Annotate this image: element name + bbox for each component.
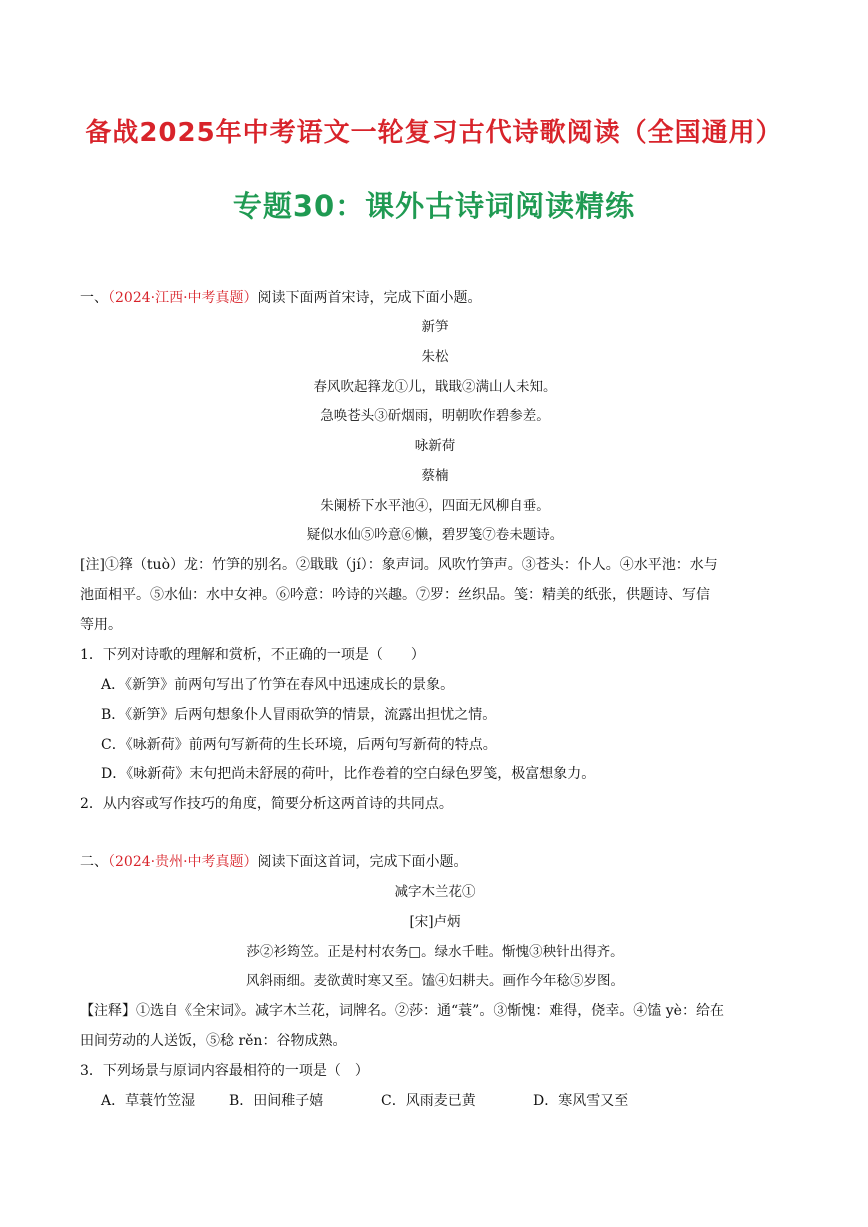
question-1: 1．下列对诗歌的理解和赏析，不正确的一项是（ ） xyxy=(80,647,425,663)
question-1-option-c: C．《咏新荷》前两句写新荷的生长环境，后两句写新荷的特点。 xyxy=(101,737,497,753)
poem2-author: 蔡楠 xyxy=(421,468,449,484)
section1-note-line1: [注]①箨（tuò）龙：竹笋的别名。②戢戢（jí）：象声词。风吹竹笋声。③苍头：仆人。④水平池：水与 xyxy=(80,557,718,573)
question-3: 3．下列场景与原词内容最相符的一项是（ ） xyxy=(80,1063,369,1079)
poem1-author: 朱松 xyxy=(421,349,449,365)
poem3-title: 减字木兰花① xyxy=(394,884,476,900)
section2-prefix: 二、 xyxy=(80,854,108,870)
poem2-line1: 朱阑桥下水平池④，四面无风柳自垂。 xyxy=(320,498,550,514)
section1-prefix: 一、 xyxy=(80,290,108,306)
poem3-line2: 风斜雨细。麦欲黄时寒又至。馌④妇耕夫。画作今年稔⑤岁图。 xyxy=(246,973,624,989)
section1-intro: 阅读下面两首宋诗，完成下面小题。 xyxy=(257,290,482,306)
poem1-line2: 急唤苍头③斫烟雨，明朝吹作碧参差。 xyxy=(320,408,550,424)
question-3-option-b: B．田间稚子嬉 xyxy=(229,1093,324,1109)
section2-source-tag: （2024·贵州·中考真题） xyxy=(108,854,258,870)
document-subtitle: 专题30：课外古诗词阅读精练 xyxy=(232,189,636,223)
document-title: 备战2025年中考语文一轮复习古代诗歌阅读（全国通用） xyxy=(85,118,783,148)
question-3-option-a: A．草蓑竹笠湿 xyxy=(101,1093,196,1109)
question-3-options xyxy=(101,1091,811,1111)
poem3-author: [宋]卢炳 xyxy=(409,914,461,930)
section1-heading xyxy=(80,288,790,308)
question-2: 2．从内容或写作技巧的角度，简要分析这两首诗的共同点。 xyxy=(80,796,453,812)
section2-note-line1: 【注释】①选自《全宋词》。减字木兰花，词牌名。②莎：通“蓑”。③惭愧：难得，侥幸。④馌 yè：给在 xyxy=(80,1003,724,1019)
section1-source-tag: （2024·江西·中考真题） xyxy=(108,290,258,306)
section1-note-line3: 等用。 xyxy=(80,617,122,633)
poem1-title: 新笋 xyxy=(421,319,449,335)
poem1-line1: 春风吹起箨龙①儿，戢戢②满山人未知。 xyxy=(313,379,557,395)
question-1-option-d: D．《咏新荷》末句把尚未舒展的荷叶，比作卷着的空白绿色罗笺，极富想象力。 xyxy=(101,766,596,782)
poem2-title: 咏新荷 xyxy=(414,438,456,454)
question-3-option-d: D．寒风雪又至 xyxy=(533,1093,629,1109)
question-3-option-c: C．风雨麦已黄 xyxy=(381,1093,476,1109)
section2-note-line2: 田间劳动的人送饭，⑤稔 rěn：谷物成熟。 xyxy=(80,1033,347,1049)
poem2-line2: 疑似水仙⑤吟意⑥懒，碧罗笺⑦卷未题诗。 xyxy=(306,527,564,543)
section2-intro: 阅读下面这首词，完成下面小题。 xyxy=(257,854,468,870)
section1-note-line2: 池面相平。⑤水仙：水中女神。⑥吟意：吟诗的兴趣。⑦罗：丝织品。笺：精美的纸张，供题诗、写信 xyxy=(80,587,710,603)
question-1-option-b: B．《新笋》后两句想象仆人冒雨砍笋的情景，流露出担忧之情。 xyxy=(101,707,497,723)
question-1-option-a: A．《新笋》前两句写出了竹笋在春风中迅速成长的景象。 xyxy=(101,677,455,693)
section2-heading xyxy=(80,852,790,872)
poem3-line1: 莎②衫筠笠。正是村村农务□。绿水千畦。惭愧③秧针出得齐。 xyxy=(246,944,624,960)
